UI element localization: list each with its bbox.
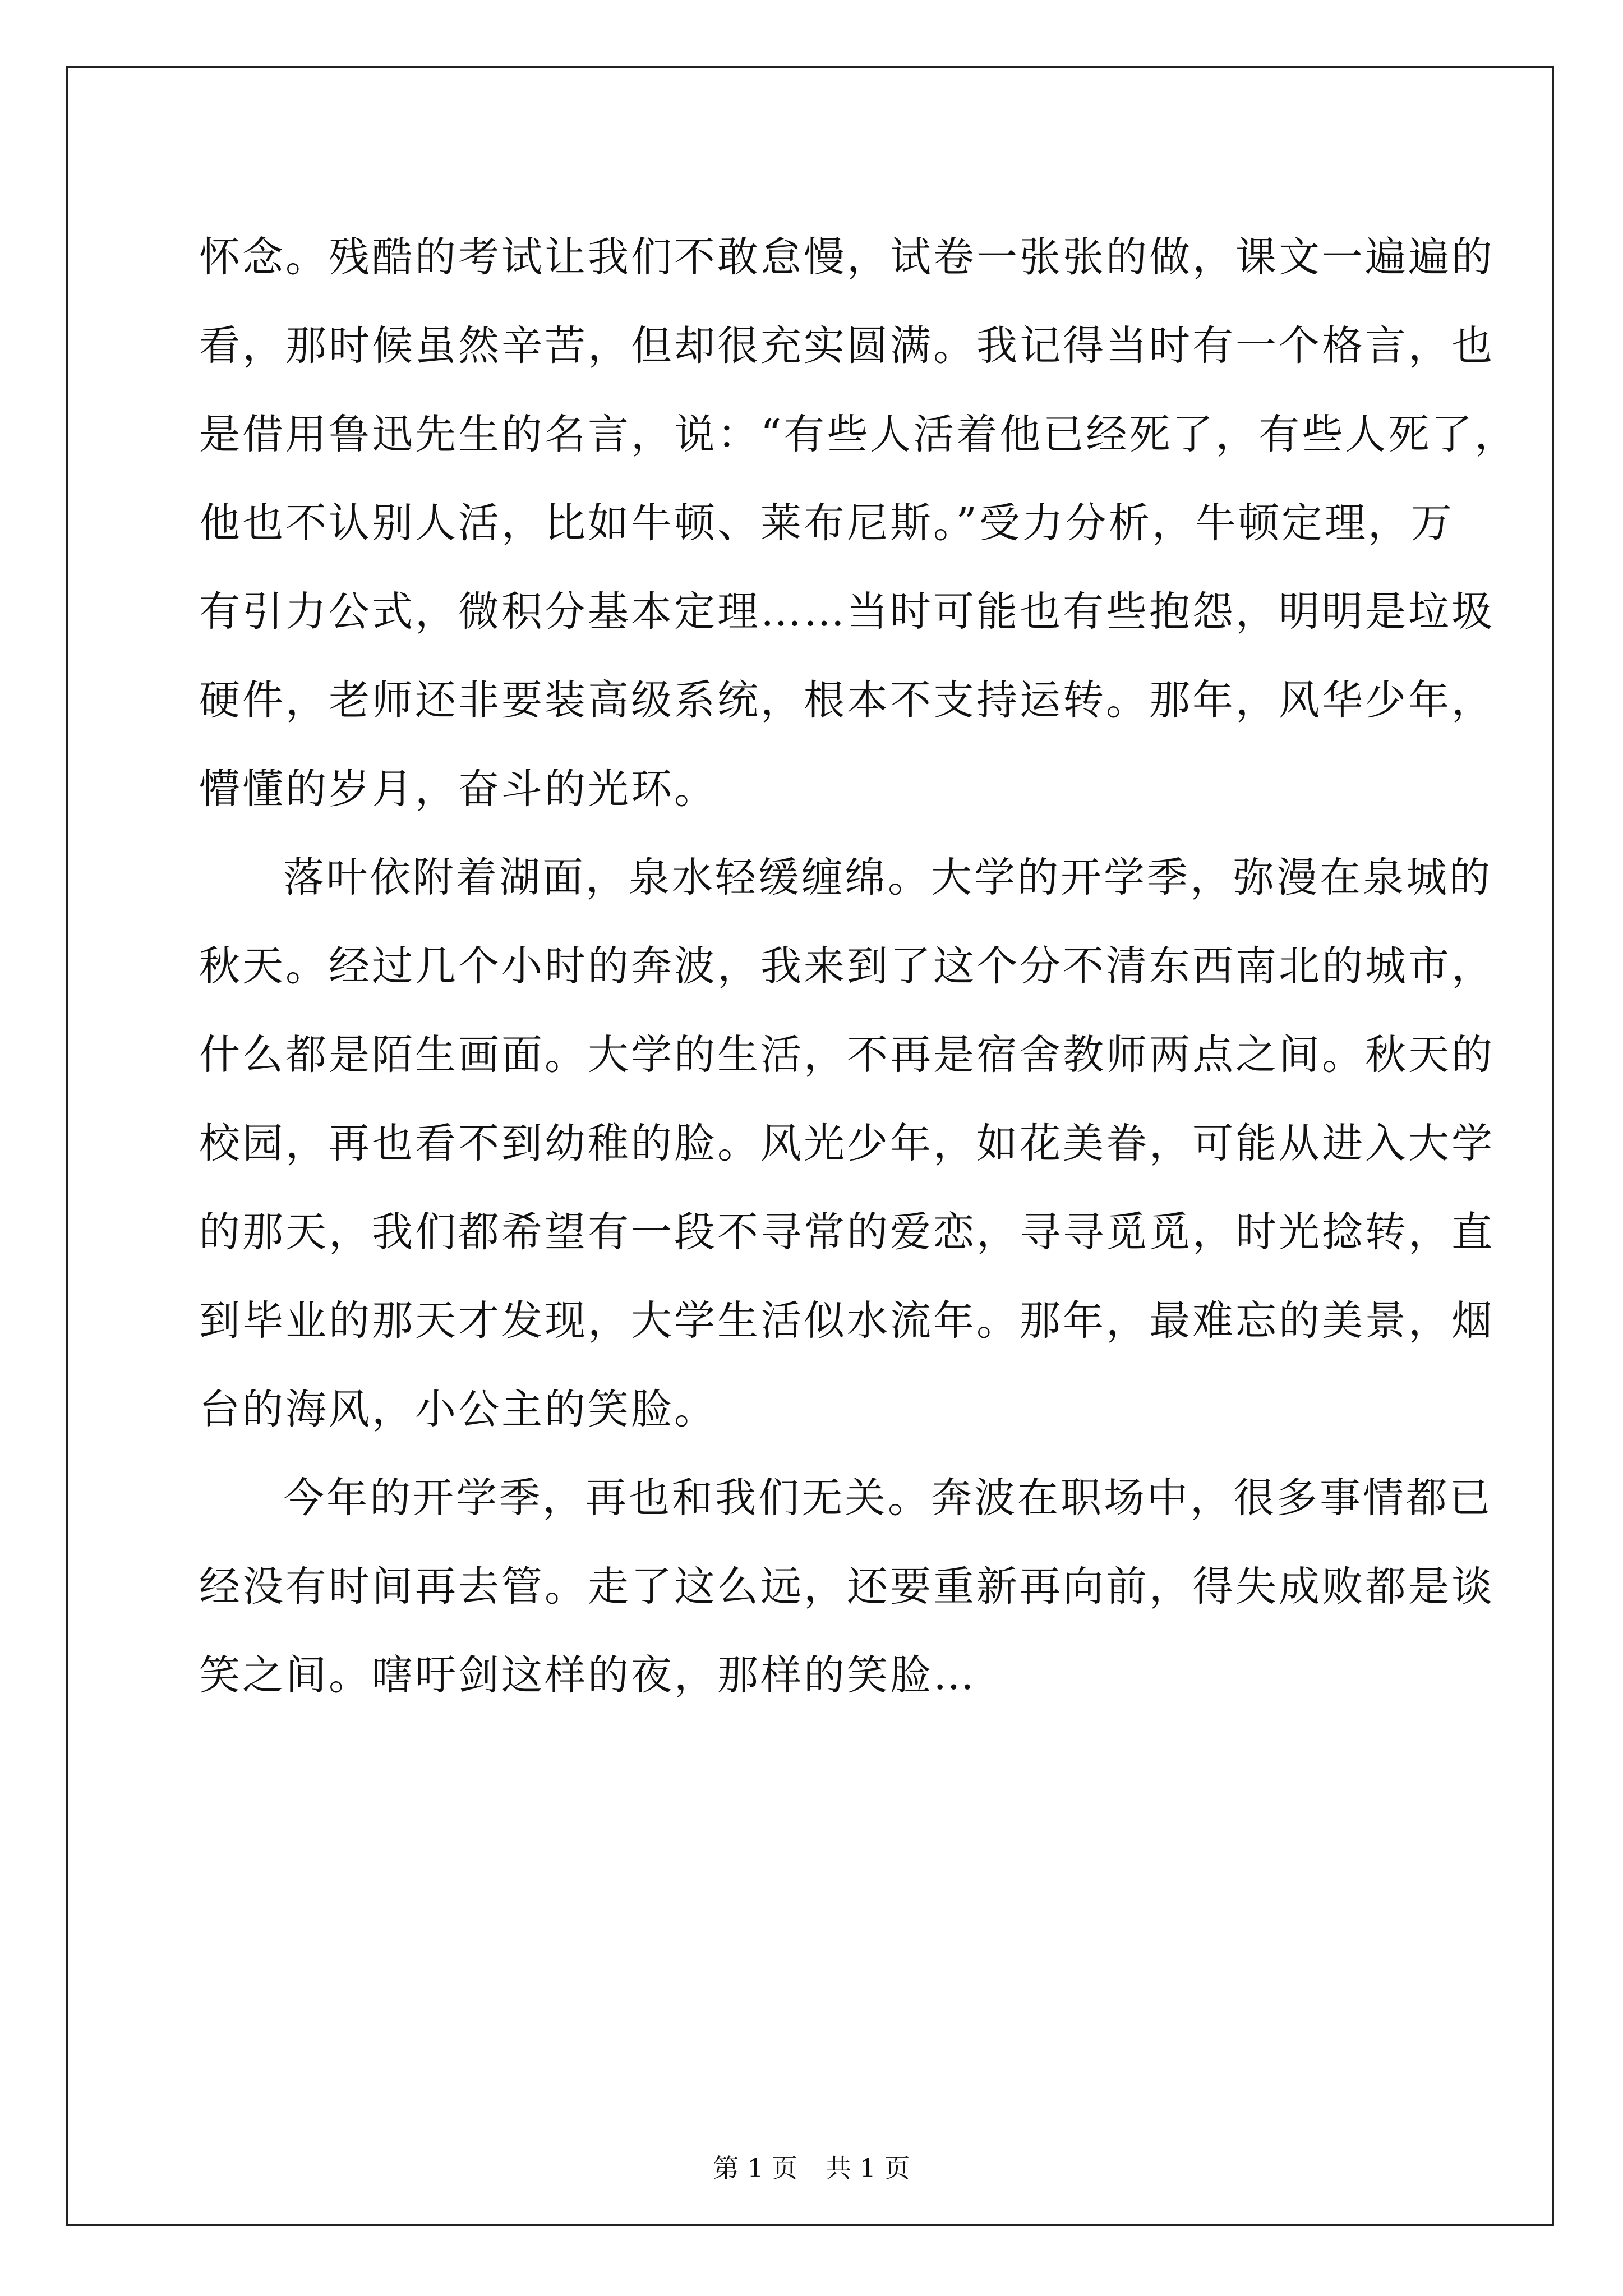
- page-number: 第 1 页: [713, 2153, 797, 2183]
- text-line: 落叶依附着湖面，泉水轻缓缠绵。大学的开学季，弥漫在泉城的: [283, 854, 1492, 901]
- text-line: 什么都是陌生画面。大学的生活，不再是宿舍教师两点之间。秋天的: [199, 1031, 1495, 1079]
- page-footer: [0, 2151, 1623, 2185]
- text-line: 校园，再也看不到幼稚的脸。风光少年，如花美眷，可能从进入大学: [199, 1120, 1495, 1167]
- text-line: 到毕业的那天才发现，大学生活似水流年。那年，最难忘的美景，烟: [199, 1297, 1495, 1345]
- paragraph-3: [199, 1454, 1495, 1720]
- text-line: 看，那时候虽然辛苦，但却很充实圆满。我记得当时有一个格言，也: [199, 322, 1495, 370]
- text-line: 他也不认别人活，比如牛顿、莱布尼斯。”受力分析，牛顿定理，万: [199, 499, 1454, 547]
- text-line: 今年的开学季，再也和我们无关。奔波在职场中，很多事情都已: [283, 1474, 1492, 1522]
- text-line: 是借用鲁迅先生的名言，说：“有些人活着他已经死了，有些人死了，: [199, 411, 1518, 458]
- text-line: 台的海风，小公主的笑脸。: [199, 1386, 717, 1433]
- text-line: 懵懂的岁月，奋斗的光环。: [199, 765, 717, 813]
- text-line: 的那天，我们都希望有一段不寻常的爱恋，寻寻觅觅，时光捻转，直: [199, 1208, 1495, 1256]
- text-line: 经没有时间再去管。走了这么远，还要重新再向前，得失成败都是谈: [199, 1563, 1495, 1611]
- page-total: 共 1 页: [826, 2153, 910, 2183]
- text-line: 秋天。经过几个小时的奔波，我来到了这个分不清东西南北的城市，: [199, 942, 1495, 990]
- text-line: 有引力公式，微积分基本定理……当时可能也有些抱怨，明明是垃圾: [199, 588, 1495, 636]
- text-line: 硬件，老师还非要装高级系统，根本不支持运转。那年，风华少年，: [199, 677, 1495, 724]
- paragraph-2: [199, 834, 1495, 1454]
- paragraph-1: [199, 213, 1518, 834]
- text-line: 怀念。残酷的考试让我们不敢怠慢，试卷一张张的做，课文一遍遍的: [199, 233, 1495, 281]
- text-line: 笑之间。嗐吁剑这样的夜，那样的笑脸…: [199, 1651, 976, 1699]
- document-body: [199, 213, 1518, 1720]
